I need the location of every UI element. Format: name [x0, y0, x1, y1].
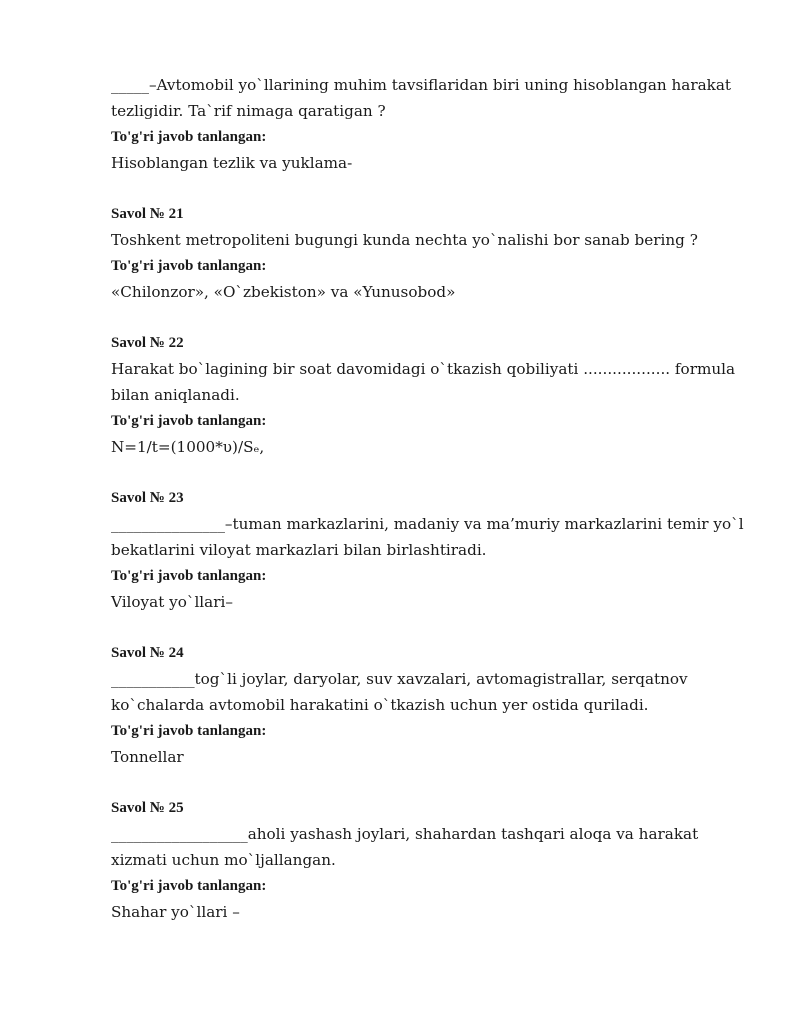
question-text: Toshkent metropoliteni bugungi kunda nechta yo`nalishi bor sanab bering ? [111, 231, 698, 249]
question-block-25 [111, 795, 751, 925]
question-block-24 [111, 640, 751, 770]
correct-answer-label: To'g'ri javob tanlangan: [111, 723, 267, 739]
correct-answer-label: To'g'ri javob tanlangan: [111, 258, 267, 274]
question-block-21 [111, 201, 751, 305]
correct-answer: Tonnellar [111, 748, 184, 766]
correct-answer: Hisoblangan tezlik va yuklama- [111, 154, 353, 172]
correct-answer: N=1/t=(1000*υ)/Sₑ, [111, 438, 265, 456]
correct-answer: «Chilonzor», «O`zbekiston» va «Yunusobod» [111, 283, 456, 301]
question-block-23 [111, 485, 751, 615]
correct-answer: Shahar yo`llari – [111, 903, 240, 921]
question-text: ___________tog`li joylar, daryolar, suv xavzalari, avtomagistrallar, serqatnov ko`chalarda avtomobil harakatini o`tkazish uchun yer ostida quriladi. [111, 670, 693, 714]
correct-answer-label: To'g'ri javob tanlangan: [111, 568, 267, 584]
question-text: __________________aholi yashash joylari, shahardan tashqari aloqa va harakat xizmati uchun mo`ljallangan. [111, 825, 704, 869]
quiz-document [111, 72, 751, 925]
question-text: _______________–tuman markazlarini, madaniy va ma’muriy markazlarini temir yo`l bekatlarini viloyat markazlari bilan birlashtiradi. [111, 515, 749, 559]
question-title: Savol № 25 [111, 800, 184, 816]
correct-answer-label: To'g'ri javob tanlangan: [111, 878, 267, 894]
question-text: Harakat bo`lagining bir soat davomidagi o`tkazish qobiliyati .................. formula bilan aniqlanadi. [111, 360, 740, 404]
correct-answer: Viloyat yo`llari– [111, 593, 233, 611]
correct-answer-label: To'g'ri javob tanlangan: [111, 413, 267, 429]
question-title: Savol № 21 [111, 206, 184, 222]
question-title: Savol № 22 [111, 335, 184, 351]
correct-answer-label: To'g'ri javob tanlangan: [111, 129, 267, 145]
question-block-20 [111, 72, 751, 176]
question-block-22 [111, 330, 751, 460]
question-title: Savol № 23 [111, 490, 184, 506]
question-title: Savol № 24 [111, 645, 184, 661]
question-text: _____–Avtomobil yo`llarining muhim tavsiflaridan biri uning hisoblangan harakat tezligidir. Ta`rif nimaga qaratigan ? [111, 76, 736, 120]
